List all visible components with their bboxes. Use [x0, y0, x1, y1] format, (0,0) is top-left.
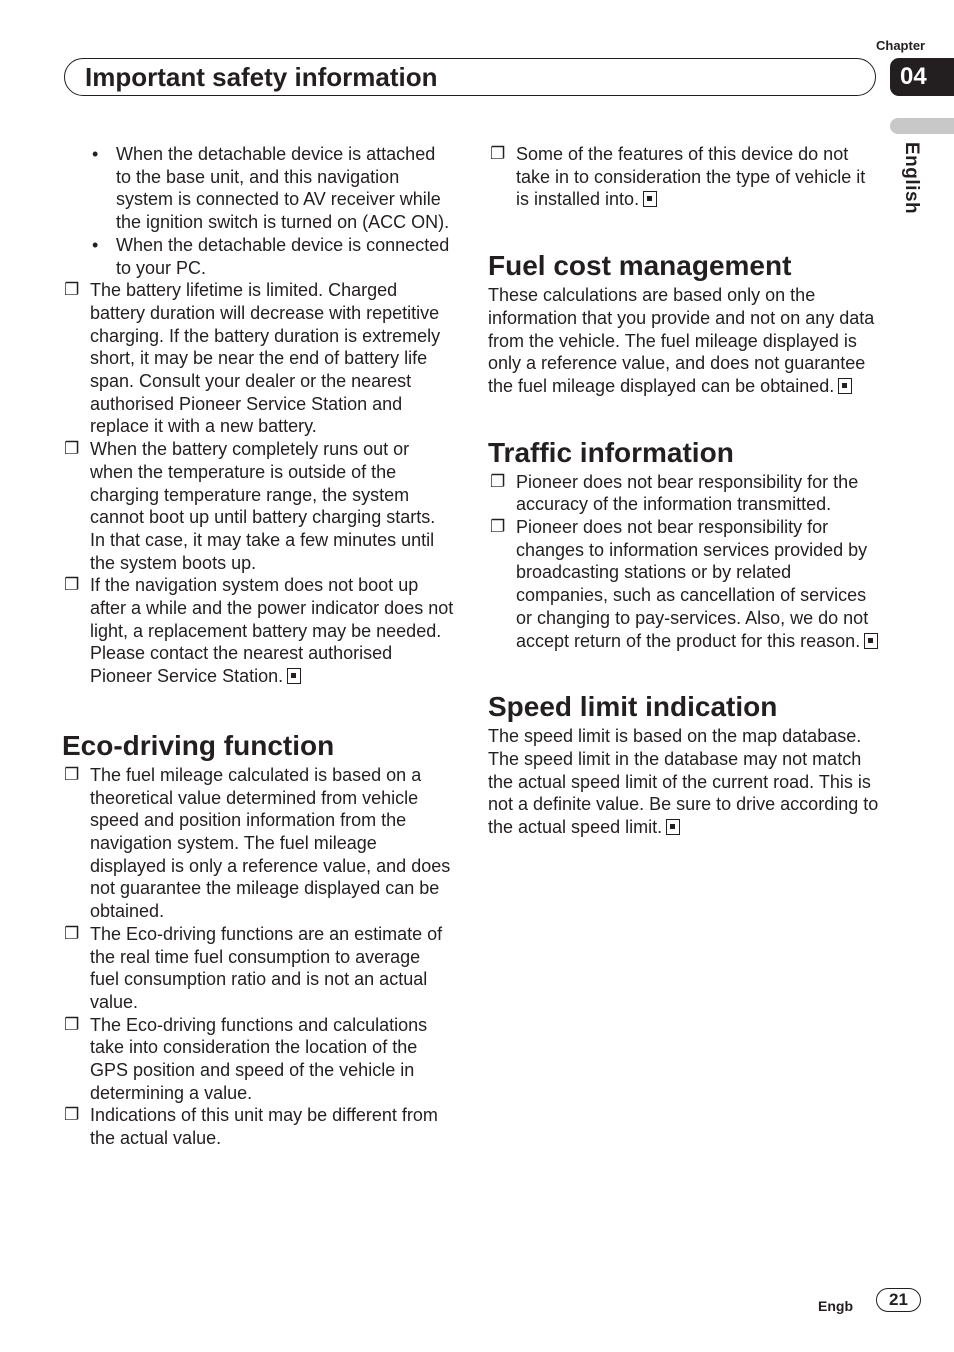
checkbox-bullet-icon: ❐: [64, 439, 80, 459]
list-item: ❐ The Eco-driving functions and calculations take into consideration the location of the GPS position and speed of the vehicle in determining a value.: [64, 1014, 428, 1103]
fuel-cost-heading: Fuel cost management: [488, 250, 792, 282]
language-label: English: [901, 142, 922, 215]
checkbox-bullet-icon: ❐: [490, 144, 506, 163]
page-number: 21: [876, 1288, 921, 1312]
checkbox-bullet-icon: ❐: [64, 1105, 80, 1125]
sub-bullet: • When the detachable device is connected to your PC.: [92, 234, 450, 278]
end-of-section-icon: [643, 191, 657, 207]
left-column: [62, 143, 454, 1150]
list-item: ❐ Some of the features of this device do not take in to consideration the type of vehicle it is installed into.: [490, 144, 866, 210]
traffic-information-heading: Traffic information: [488, 436, 734, 468]
list-item: ❐ Pioneer does not bear responsibility for the accuracy of the information transmitted.: [490, 471, 859, 515]
section-title: Important safety information: [85, 62, 438, 92]
checkbox-bullet-icon: ❐: [490, 517, 506, 537]
list-item: ❐ Pioneer does not bear responsibility for changes to information services provided by broadcasting stations or by related companies, such as cancellation of services or changing to pay-services. Also, we do not accept return of the product for this reason.: [488, 516, 880, 652]
checkbox-bullet-icon: ❐: [64, 764, 80, 784]
list-item: ❐ The Eco-driving functions are an estimate of the real time fuel consumption to average fuel consumption ratio and is not an actual value.: [64, 923, 443, 1012]
chapter-label: Chapter: [876, 38, 926, 53]
fuel-cost-paragraph: These calculations are based only on the information that you provide and not on any data from the vehicle. The fuel mileage displayed is only a reference value, and does not guarantee the fuel mileage displayed can be obtained.: [488, 285, 875, 396]
end-of-section-icon: [864, 633, 878, 649]
sub-bullet: • When the detachable device is attached to the base unit, and this navigation system is connected to AV receiver while the ignition switch is turned on (ACC ON).: [92, 144, 450, 233]
language-tab: [890, 118, 954, 134]
list-item: ❐ The fuel mileage calculated is based on a theoretical value determined from vehicle speed and position information from the navigation system. The fuel mileage displayed is only a reference value, and does not guarantee the mileage displayed can be obtained.: [64, 764, 451, 922]
list-item: ❐ When the battery completely runs out or when the temperature is outside of the charging temperature range, the system cannot boot up until battery charging starts. In that case, it may take a few minutes until the system boots up.: [64, 439, 436, 573]
list-item: ❐ If the navigation system does not boot up after a while and the power indicator does not light, a replacement battery may be needed.: [64, 575, 454, 641]
chapter-number-badge: 04: [890, 58, 954, 96]
checkbox-bullet-icon: ❐: [64, 923, 80, 943]
checkbox-bullet-icon: ❐: [490, 471, 506, 491]
end-of-section-icon: [666, 819, 680, 835]
end-of-section-icon: [287, 668, 301, 684]
bullet-dot-icon: •: [92, 234, 99, 255]
bullet-dot-icon: •: [92, 144, 99, 164]
list-item: ❐ The battery lifetime is limited. Charged battery duration will decrease with repetitive charging. If the battery duration is extremely short, it may be near the end of battery life span. Consult your dealer or the nearest authorised Pioneer Service Station and replace it with a new battery.: [64, 280, 441, 437]
section-header: [64, 58, 876, 96]
checkbox-bullet-icon: ❐: [64, 280, 80, 300]
eco-driving-heading: Eco-driving function: [62, 729, 335, 761]
footer-language-code: Engb: [818, 1298, 853, 1314]
right-column: [488, 143, 880, 839]
list-item: ❐ Indications of this unit may be different from the actual value.: [64, 1105, 438, 1149]
checkbox-bullet-icon: ❐: [64, 575, 80, 595]
list-item-continuation: Please contact the nearest authorised Pioneer Service Station.: [90, 643, 393, 687]
speed-limit-heading: Speed limit indication: [488, 691, 778, 723]
end-of-section-icon: [838, 378, 852, 394]
checkbox-bullet-icon: ❐: [64, 1014, 80, 1034]
speed-limit-paragraph: The speed limit is based on the map database. The speed limit in the database may not match the actual speed limit of the current road. This is not a definite value. Be sure to drive according to the actual speed limit.: [488, 726, 879, 838]
